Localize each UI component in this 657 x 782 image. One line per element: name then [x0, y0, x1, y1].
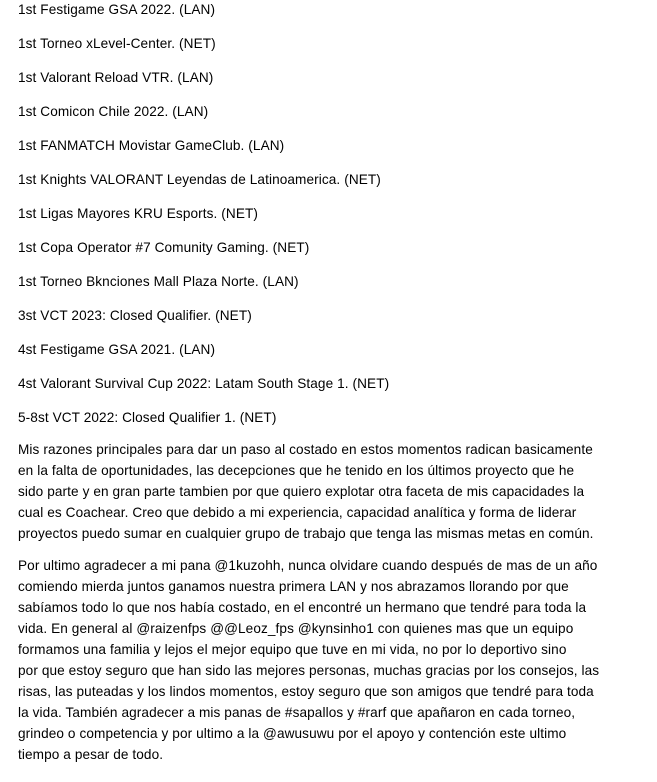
achievement-item: 1st Ligas Mayores KRU Esports. (NET) [18, 206, 259, 221]
thanks-paragraph [18, 555, 628, 765]
paragraph-line: formamos una familia y lejos el mejor equipo que tuve en mi vida, no por lo deportivo sino [18, 642, 567, 657]
paragraph-line: Mis razones principales para dar un paso al costado en estos momentos radican basicamente [18, 442, 593, 457]
paragraph-line: sabíamos todo lo que nos había costado, en el encontré un hermano que tendré para toda la [18, 600, 587, 615]
paragraph-line: en la falta de oportunidades, las decepciones que he tenido en los últimos proyecto que he [18, 463, 575, 478]
achievement-item: 1st Knights VALORANT Leyendas de Latinoamerica. (NET) [18, 172, 381, 187]
retirement-reasons-paragraph [18, 439, 628, 544]
achievement-item: 5-8st VCT 2022: Closed Qualifier 1. (NET) [18, 410, 277, 425]
achievement-item: 4st Valorant Survival Cup 2022: Latam South Stage 1. (NET) [18, 376, 390, 391]
achievements-list [18, 0, 628, 427]
achievement-item: 1st Torneo xLevel-Center. (NET) [18, 36, 216, 51]
paragraph-line: vida. En general al @raizenfps @@Leoz_fps @kynsinho1 con quienes mas que un equipo [18, 621, 574, 636]
document-body [18, 0, 628, 765]
paragraph-line: risas, las puteadas y los lindos momentos, estoy seguro que son amigos que tendré para toda [18, 684, 594, 699]
paragraph-line: por que estoy seguro que han sido las mejores personas, muchas gracias por los consejos, las [18, 663, 600, 678]
paragraph-line: la vida. También agradecer a mis panas de #sapallos y #rarf que apañaron en cada torneo, [18, 705, 576, 720]
achievement-item: 1st Valorant Reload VTR. (LAN) [18, 70, 214, 85]
achievement-item: 1st Festigame GSA 2022. (LAN) [18, 2, 216, 17]
achievement-item: 4st Festigame GSA 2021. (LAN) [18, 342, 216, 357]
achievement-item: 3st VCT 2023: Closed Qualifier. (NET) [18, 308, 252, 323]
paragraph-line: grindeo o competencia y por ultimo a la @awusuwu por el apoyo y contención este ultimo [18, 726, 567, 741]
paragraph-line: Por ultimo agradecer a mi pana @1kuzohh, nunca olvidare cuando después de mas de un año [18, 558, 598, 573]
achievement-item: 1st Copa Operator #7 Comunity Gaming. (NET) [18, 240, 310, 255]
achievement-item: 1st Torneo Bknciones Mall Plaza Norte. (LAN) [18, 274, 299, 289]
paragraph-line: proyectos puedo sumar en cualquier grupo de trabajo que tenga las mismas metas en común. [18, 526, 594, 541]
achievement-item: 1st Comicon Chile 2022. (LAN) [18, 104, 209, 119]
paragraph-line: comiendo mierda juntos ganamos nuestra primera LAN y nos abrazamos llorando por que [18, 579, 569, 594]
paragraph-line: tiempo a pesar de todo. [18, 747, 164, 762]
paragraph-line: sido parte y en gran parte tambien por que quiero explotar otra faceta de mis capacidades la [18, 484, 585, 499]
achievement-item: 1st FANMATCH Movistar GameClub. (LAN) [18, 138, 285, 153]
paragraph-line: cual es Coachear. Creo que debido a mi experiencia, capacidad analítica y forma de liderar [18, 505, 577, 520]
